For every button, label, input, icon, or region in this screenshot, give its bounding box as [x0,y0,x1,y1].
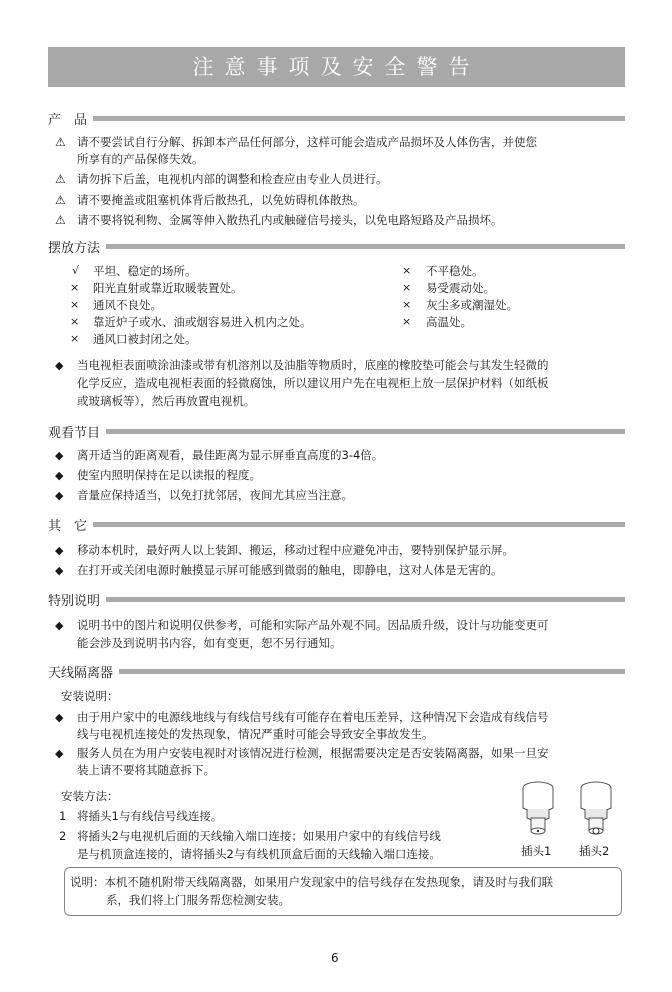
install-method-label: 安装方法： [61,789,119,803]
section-viewing-header [48,422,625,440]
install-note-label: 安装说明： [61,689,119,703]
section-special-header [48,590,625,608]
section-title: 观看节目 [48,425,101,441]
placement-item: 平坦、稳定的场所。 [93,264,197,278]
other-item: 移动本机时，最好两人以上装卸、搬运，移动过程中应避免冲击，要特别保护显示屏。 [77,543,514,557]
placement-item: 靠近炉子或水、油或烟容易进入机内之处。 [93,315,312,329]
viewing-item: 音量应保持适当，以免打扰邻居，夜间尤其应当注意。 [77,488,353,502]
placement-item: 不平稳处。 [426,264,484,278]
install-step: 将插头2与电视机后面的天线输入端口连接；如果用户家中的有线信号线 [77,829,441,843]
diamond-bullet-icon: ◆ [55,449,64,462]
product-item: 请不要将锐利物、金属等伸入散热孔内或触碰信号接头，以免电路短路及产品损坏。 [77,213,503,227]
antenna-note: 线与电视机连接处的发热现象，情况严重时可能会导致安全事故发生。 [77,727,434,741]
diamond-bullet-icon: ◆ [55,747,64,760]
placement-item: 通风不良处。 [93,298,162,312]
section-rule [93,116,625,121]
placement-item: 高温处。 [426,315,472,329]
step-number: 1 [59,809,67,823]
section-title: 摆放方法 [48,240,101,256]
placement-item: 灰尘多或潮湿处。 [426,298,518,312]
plug-2-image [576,778,616,838]
section-placement-header [48,237,625,255]
install-step: 是与机顶盒连接的，请将插头2与有线机顶盒后面的天线输入端口连接。 [77,847,441,861]
viewing-item: 使室内照明保持在足以读报的程度。 [77,468,261,482]
section-rule [93,522,625,527]
cross-icon: × [70,315,80,328]
placement-item: 易受震动处。 [426,281,495,295]
plug-2-label: 插头2 [579,844,610,858]
section-antenna-header [48,662,625,680]
other-item: 在打开或关闭电源时触摸显示屏可能感到微弱的触电，即静电，这对人体是无害的。 [77,563,503,577]
antenna-note: 装上请不要将其随意拆下。 [77,763,215,777]
placement-note: 化学反应，造成电视柜表面的轻微腐蚀，所以建议用户先在电视柜上放一层保护材料（如纸板 [77,376,549,390]
section-title: 产 品 [48,112,88,128]
viewing-item: 离开适当的距离观看，最佳距离为显示屏垂直高度的3-4倍。 [77,448,384,462]
page-number: 6 [331,951,339,965]
section-rule [119,669,625,674]
section-title: 其 它 [48,518,88,534]
special-item: 说明书中的图片和说明仅供参考，可能和实际产品外观不同。因品质升级，设计与功能变更可 [77,618,549,632]
cross-icon: × [402,281,412,294]
warning-icon: ⚠ [55,172,66,186]
bottom-note: 系，我们将上门服务帮您检测安装。 [106,893,290,907]
plug-1-label: 插头1 [521,844,552,858]
product-item: 请勿拆下后盖，电视机内部的调整和检查应由专业人员进行。 [77,172,388,186]
warning-icon: ⚠ [55,213,66,227]
antenna-note: 服务人员在为用户安装电视时对该情况进行检测，根据需要决定是否安装隔离器，如果一旦安 [77,746,549,760]
product-item: 所享有的产品保修失效。 [77,152,204,166]
section-rule [106,597,625,602]
placement-item: 阳光直射或靠近取暖装置处。 [93,281,243,295]
cross-icon: × [402,264,412,277]
diamond-bullet-icon: ◆ [55,711,64,724]
check-icon: √ [72,264,80,277]
section-rule [106,244,625,249]
warning-icon: ⚠ [55,193,66,207]
diamond-bullet-icon: ◆ [55,359,64,372]
section-title: 天线隔离器 [48,665,114,681]
cross-icon: × [70,281,80,294]
special-item: 能会涉及到说明书内容，如有变更，恕不另行通知。 [77,636,342,650]
cross-icon: × [402,315,412,328]
cross-icon: × [70,298,80,311]
step-number: 2 [59,829,67,843]
placement-item: 通风口被封闭之处。 [93,332,197,346]
install-step: 将插头1与有线信号线连接。 [77,809,223,823]
bottom-note: 说明：本机不随机附带天线隔离器，如果用户发现家中的信号线存在发热现象，请及时与我们联 [70,875,553,889]
antenna-note: 由于用户家中的电源线地线与有线信号线有可能存在着电压差异，这种情况下会造成有线信号 [77,710,549,724]
product-item: 请不要尝试自行分解、拆卸本产品任何部分，这样可能会造成产品损坏及人体伤害，并使您 [77,135,537,149]
section-product-header [48,109,625,127]
diamond-bullet-icon: ◆ [55,564,64,577]
plug-1-image [518,778,558,838]
diamond-bullet-icon: ◆ [55,469,64,482]
cross-icon: × [402,298,412,311]
warning-icon: ⚠ [55,135,66,149]
section-other-header [48,515,625,533]
product-item: 请不要掩盖或阻塞机体背后散热孔，以免妨碍机体散热。 [77,193,365,207]
page-title: 注意事项及安全警告 [48,47,625,87]
diamond-bullet-icon: ◆ [55,489,64,502]
diamond-bullet-icon: ◆ [55,544,64,557]
placement-note: 当电视柜表面喷涂油漆或带有机溶剂以及油脂等物质时，底座的橡胶垫可能会与其发生轻微的 [77,358,549,372]
cross-icon: × [70,332,80,345]
diamond-bullet-icon: ◆ [55,619,64,632]
section-title: 特别说明 [48,593,101,609]
section-rule [106,429,625,434]
placement-note: 或玻璃板等），然后再放置电视机。 [77,394,256,408]
